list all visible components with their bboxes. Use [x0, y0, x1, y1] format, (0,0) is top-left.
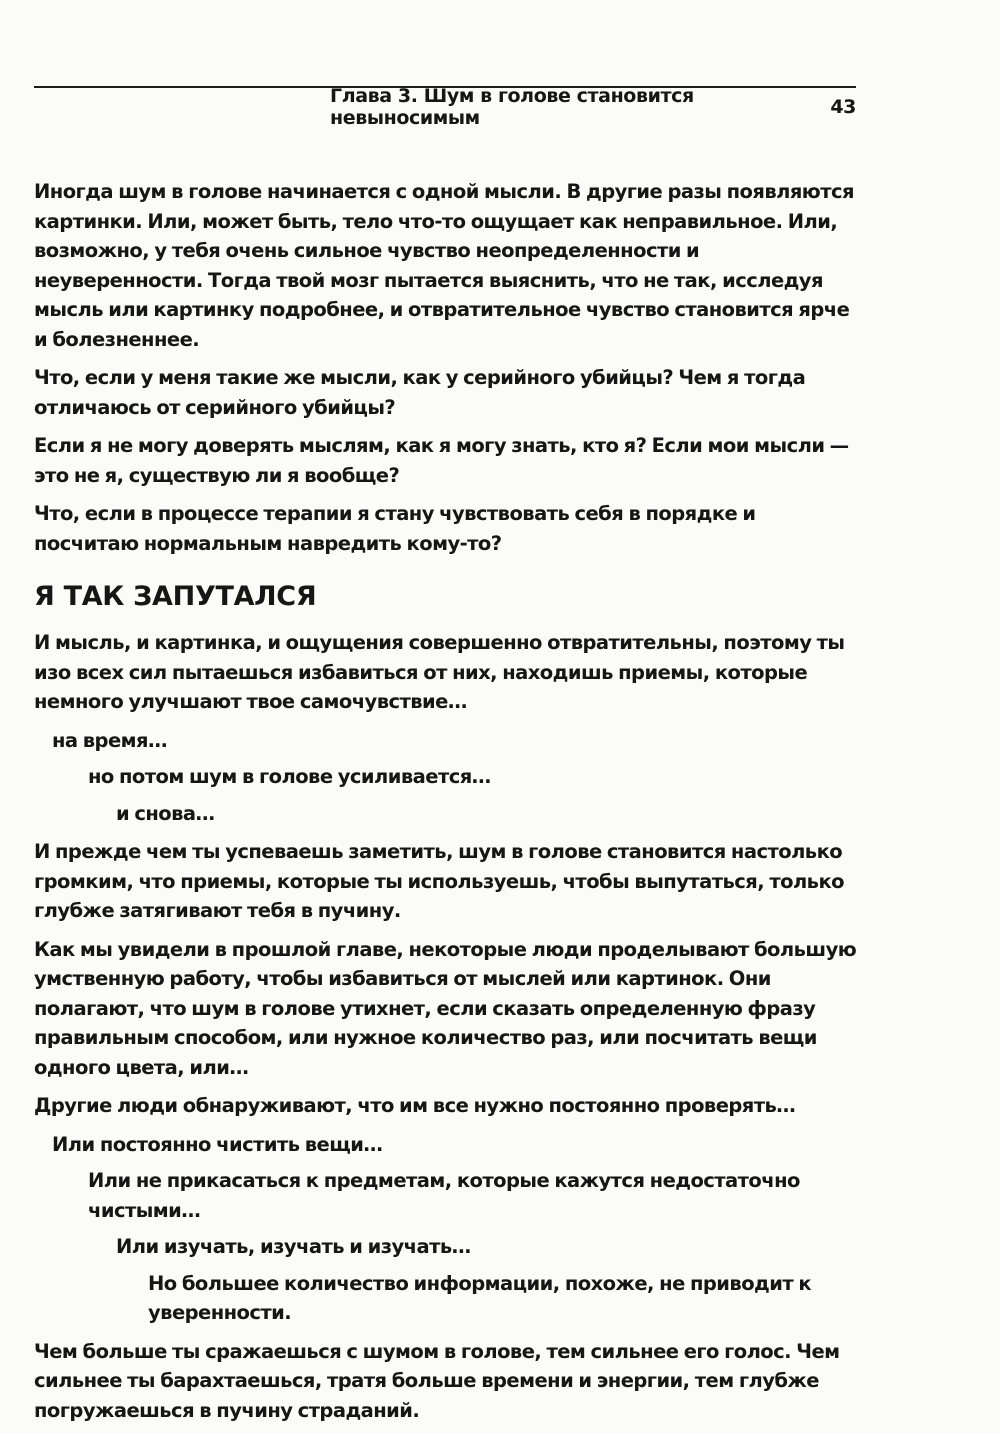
not-touch-line: Или не прикасаться к предметам, которые кажутся недостаточно чистыми… [88, 1169, 800, 1222]
section-intro-paragraph: И мысль, и картинка, и ощущения совершенно отвратительны, поэтому ты изо всех сил пытаешься избавиться от них, находишь приемы, которые немного улучшают твое самочувствие… [34, 631, 845, 713]
question-paragraph-1: Что, если у меня такие же мысли, как у серийного убийцы? Чем я тогда отличаюсь от серийного убийцы? [34, 366, 806, 419]
cascade-line-3: и снова… [116, 801, 215, 825]
more-info-line: Но большее количество информации, похоже, не приводит к уверенности. [148, 1271, 812, 1324]
last-chapter-paragraph: Как мы увидели в прошлой главе, некоторые люди проделывают большую умственную работу, чтобы избавиться от мыслей или картинок. Они полагают, что шум в голове утихнет, если сказать определенную фразу правильным способом, или нужное количество раз, или посчитать вещи одного цвета, или… [34, 937, 857, 1079]
others-check-paragraph: Другие люди обнаруживают, что им все нужно постоянно проверять… [34, 1094, 796, 1117]
page-number: 43 [830, 96, 856, 118]
before-you-know-paragraph: И прежде чем ты успеваешь заметить, шум в голове становится настолько громким, что приемы, которые ты используешь, чтобы выпутаться, только глубже затягивают тебя в пучину. [34, 840, 844, 922]
cascade-line-2: но потом шум в голове усиливается… [88, 765, 491, 788]
study-line: Или изучать, изучать и изучать… [116, 1235, 471, 1258]
chapter-title: Глава 3. Шум в голове становится невыносимым [330, 85, 694, 129]
closing-paragraph: Чем больше ты сражаешься с шумом в голове, тем сильнее его голос. Чем сильнее ты барахтаешься, тратя больше времени и энергии, тем глубже погружаешься в пучину страданий. [34, 1339, 840, 1422]
question-paragraph-3: Что, если в процессе терапии я стану чувствовать себя в порядке и посчитаю нормальным навредить кому-то? [34, 502, 756, 555]
running-head [330, 85, 856, 129]
page-content [34, 177, 860, 1434]
question-paragraph-2: Если я не могу доверять мыслям, как я могу знать, кто я? Если мои мысли — это не я, существую ли я вообще? [34, 434, 849, 487]
clean-things-line: Или постоянно чистить вещи… [52, 1132, 383, 1156]
cascade-line-1: на время… [52, 728, 167, 752]
section-heading: Я ТАК ЗАПУТАЛСЯ [34, 581, 317, 612]
intro-paragraph: Иногда шум в голове начинается с одной мысли. В другие разы появляются картинки. Или, может быть, тело что-то ощущает как неправильное. Или, возможно, у тебя очень сильное чувство неопределенности и неуверенности. Тогда твой мозг пытается выяснить, что не так, исследуя мысль или картинку подробнее, и отвратительное чувство становится ярче и болезненнее. [34, 180, 854, 351]
